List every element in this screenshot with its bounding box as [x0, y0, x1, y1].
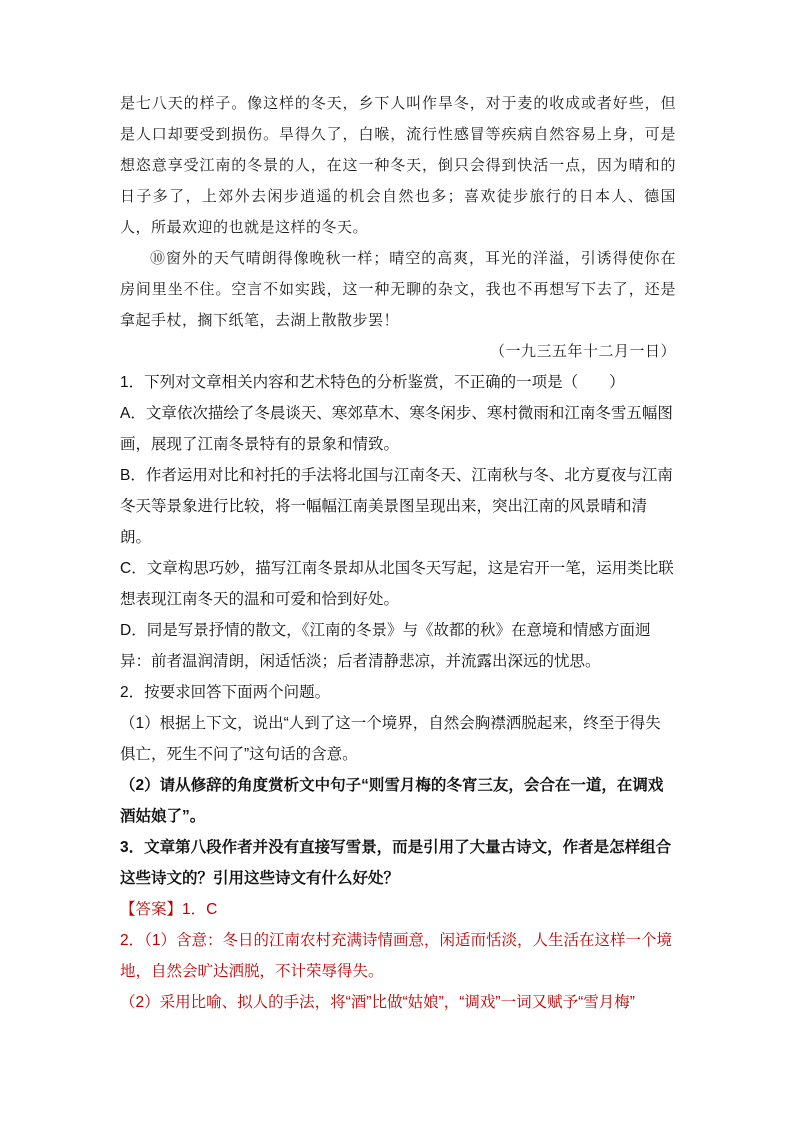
question-1-option-a: A．文章依次描绘了冬晨谈天、寒郊草木、寒冬闲步、寒村微雨和江南冬雪五幅图画，展现了江南冬景特有的景象和情致。: [120, 405, 673, 453]
answer-line-1: [120, 894, 676, 925]
question-1: 1．下列对文章相关内容和艺术特色的分析鉴赏，不正确的一项是（ ）: [120, 374, 625, 391]
question-3: 3．文章第八段作者并没有直接写雪景，而是引用了大量古诗文，作者是怎样组合这些诗文的？引用这些诗文有什么好处？: [120, 839, 672, 887]
answer-1: 1．C: [182, 901, 218, 918]
answer-2-part-1: 2．（1）含意：冬日的江南农村充满诗情画意，闲适而恬淡，人生活在这样一个境地，自然会旷达洒脱，不计荣辱得失。: [120, 932, 672, 980]
passage-paragraph-9: 是七八天的样子。像这样的冬天，乡下人叫作旱冬，对于麦的收成或者好些，但是人口却要受到损伤。旱得久了，白喉，流行性感冒等疾病自然容易上身，可是想恣意享受江南的冬景的人，在这一种冬天，倒只会得到快活一点，因为晴和的日子多了，上郊外去闲步逍遥的机会自然也多；喜欢徒步旅行的日本人、德国人，所最欢迎的也就是这样的冬天。: [120, 94, 676, 236]
answer-tag: 【答案】: [120, 901, 183, 918]
answer-2-part-2: （2）采用比喻、拟人的手法，将“酒”比做“姑娘”，“调戏”一词又赋予“雪月梅”: [120, 994, 635, 1011]
question-1-option-b: B．作者运用对比和衬托的手法将北国与江南冬天、江南秋与冬、北方夏夜与江南冬天等景象进行比较，将一幅幅江南美景图呈现出来，突出江南的风景晴和清朗。: [120, 467, 673, 546]
question-2-part-2: （2）请从修辞的角度赏析文中句子“则雪月梅的冬宵三友，会合在一道，在调戏酒姑娘了”。: [120, 777, 664, 825]
passage-date: （一九三五年十二月一日）: [489, 342, 676, 360]
question-2-part-1: （1）根据上下文，说出“人到了这一个境界，自然会胸襟洒脱起来，终至于得失俱亡，死生不问了”这句话的含意。: [120, 715, 661, 763]
document-content: [120, 88, 676, 1018]
passage-paragraph-10: ⑩窗外的天气晴朗得像晚秋一样；晴空的高爽，耳光的洋溢，引诱得使你在房间里坐不住。空言不如实践，这一种无聊的杂文，我也不再想写下去了，还是拿起手杖，搁下纸笔，去湖上散散步罢！: [120, 249, 676, 329]
question-1-option-d: D．同是写景抒情的散文，《江南的冬景》与《故都的秋》在意境和情感方面迥异：前者温润清朗，闲适恬淡；后者清静悲凉，并流露出深远的忧思。: [120, 622, 651, 670]
question-1-option-c: C．文章构思巧妙，描写江南冬景却从北国冬天写起，这是宕开一笔，运用类比联想表现江南冬天的温和可爱和恰到好处。: [120, 560, 674, 608]
question-2: 2．按要求回答下面两个问题。: [120, 684, 331, 701]
